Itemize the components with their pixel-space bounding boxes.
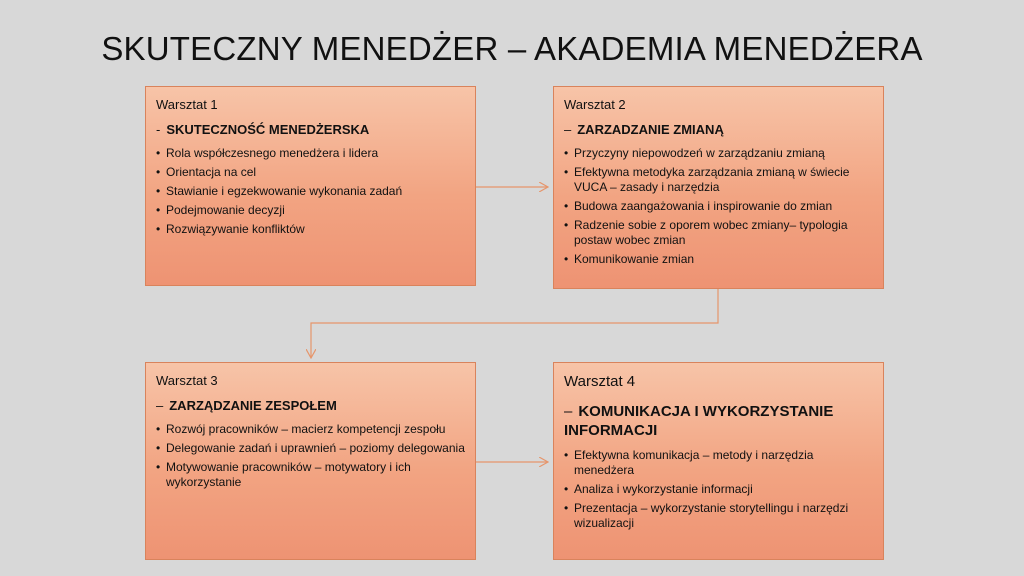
heading-text: SKUTECZNOŚĆ MENEDŻERSKA [166, 122, 370, 137]
workshop-topic-list [156, 146, 465, 237]
topic-item: • Przyczyny niepowodzeń w zarządzaniu zmianą [564, 146, 873, 161]
heading-dash: – [156, 398, 164, 413]
topic-item: • Analiza i wykorzystanie informacji [564, 482, 873, 497]
workshop-topic-list [564, 448, 873, 531]
arrow-2-to-3 [311, 289, 718, 358]
workshop-heading [564, 402, 873, 440]
workshop-label: Warsztat 2 [564, 97, 626, 112]
heading-text: ZARZADZANIE ZMIANĄ [577, 122, 724, 137]
topic-item: • Orientacja na cel [156, 165, 465, 180]
workshop-heading [156, 398, 465, 413]
workshop-heading [156, 122, 465, 137]
heading-dash: – [564, 403, 573, 420]
workshop-label: Warsztat 1 [156, 97, 218, 112]
heading-text: KOMUNIKACJA I WYKORZYSTANIE INFORMACJI [564, 403, 834, 439]
topic-item: • Budowa zaangażowania i inspirowanie do zmian [564, 199, 873, 214]
workshop-1-box [145, 86, 476, 286]
workshop-label: Warsztat 3 [156, 373, 218, 388]
topic-item: • Rozwój pracowników – macierz kompetencji zespołu [156, 422, 465, 437]
topic-item: • Efektywna komunikacja – metody i narzędzia menedżera [564, 448, 873, 478]
heading-text: ZARZĄDZANIE ZESPOŁEM [169, 398, 337, 413]
topic-item: • Prezentacja – wykorzystanie storytellingu i narzędzi wizualizacji [564, 501, 873, 531]
topic-item: • Rozwiązywanie konfliktów [156, 222, 465, 237]
topic-item: • Stawianie i egzekwowanie wykonania zadań [156, 184, 465, 199]
topic-item: • Rola współczesnego menedżera i lidera [156, 146, 465, 161]
workshop-label: Warsztat 4 [564, 373, 636, 390]
topic-item: • Delegowanie zadań i uprawnień – poziomy delegowania [156, 441, 465, 456]
heading-dash: – [564, 122, 572, 137]
workshop-heading [564, 122, 873, 137]
topic-item: • Komunikowanie zmian [564, 252, 873, 267]
workshop-2-box [553, 86, 884, 289]
topic-item: • Efektywna metodyka zarządzania zmianą w świecie VUCA – zasady i narzędzia [564, 165, 873, 195]
topic-item: • Podejmowanie decyzji [156, 203, 465, 218]
workshop-topic-list [156, 422, 465, 490]
slide-title: SKUTECZNY MENEDŻER – AKADEMIA MENEDŻERA [101, 30, 923, 67]
workshop-4-box [553, 362, 884, 560]
heading-dash: - [156, 122, 161, 137]
workshop-3-box [145, 362, 476, 560]
topic-item: • Motywowanie pracowników – motywatory i ich wykorzystanie [156, 460, 465, 490]
workshop-topic-list [564, 146, 873, 267]
topic-item: • Radzenie sobie z oporem wobec zmiany– typologia postaw wobec zmian [564, 218, 873, 248]
